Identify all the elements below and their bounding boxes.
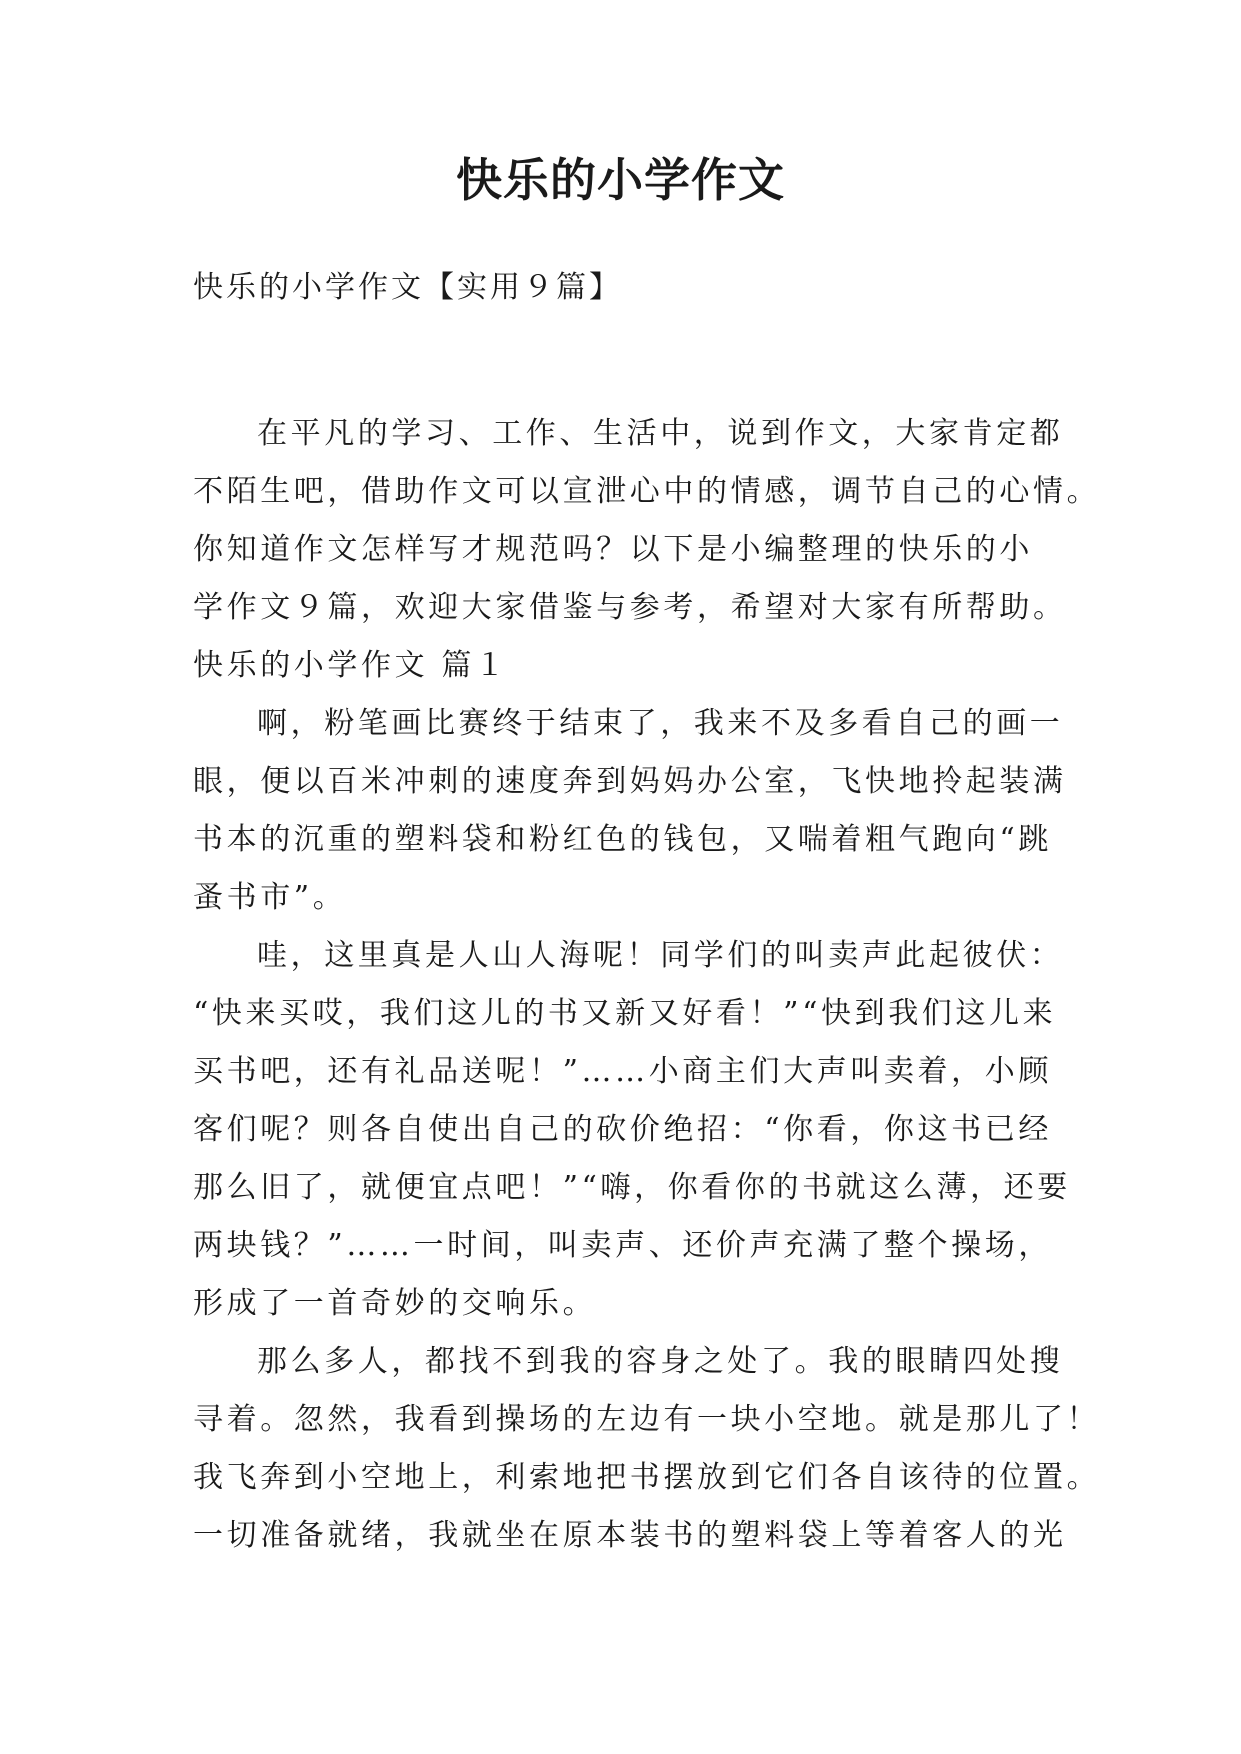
text-line: 买书吧，还有礼品送呢！”……小商主们大声叫卖着，小顾 — [193, 1054, 1052, 1089]
document-subtitle: 快乐的小学作文【实用９篇】 — [193, 270, 622, 305]
text-line: 两块钱？”……一时间，叫卖声、还价声充满了整个操场， — [193, 1228, 1052, 1263]
text-line: 你知道作文怎样写才规范吗？以下是小编整理的快乐的小 — [193, 532, 1033, 567]
text-line: 一切准备就绪，我就坐在原本装书的塑料袋上等着客人的光 — [193, 1518, 1067, 1553]
text-line: 我飞奔到小空地上，利索地把书摆放到它们各自该待的位置。 — [193, 1460, 1101, 1495]
text-line: 形成了一首奇妙的交响乐。 — [193, 1286, 597, 1321]
text-line: 书本的沉重的塑料袋和粉红色的钱包，又喘着粗气跑向“跳 — [193, 822, 1052, 857]
text-line: 啊，粉笔画比赛终于结束了，我来不及多看自己的画一 — [257, 706, 1064, 741]
text-line: “快来买哎，我们这儿的书又新又好看！”“快到我们这儿来 — [193, 996, 1057, 1031]
text-line: 在平凡的学习、工作、生活中，说到作文，大家肯定都 — [257, 416, 1064, 451]
text-line: 不陌生吧，借助作文可以宣泄心中的情感，调节自己的心情。 — [193, 474, 1101, 509]
section-heading: 快乐的小学作文 篇１ — [193, 648, 509, 683]
document-body — [193, 405, 1101, 1565]
text-line: 眼，便以百米冲刺的速度奔到妈妈办公室，飞快地拎起装满 — [193, 764, 1067, 799]
text-line: 那么旧了，就便宜点吧！”“嗨，你看你的书就这么薄，还要 — [193, 1170, 1071, 1205]
text-line: 哇，这里真是人山人海呢！同学们的叫卖声此起彼伏： — [257, 938, 1064, 973]
text-line: 学作文９篇，欢迎大家借鉴与参考，希望对大家有所帮助。 — [193, 590, 1067, 625]
text-line: 蚤书市”。 — [193, 880, 347, 915]
page-title: 快乐的小学作文 — [456, 153, 785, 207]
text-line: 客们呢？则各自使出自己的砍价绝招：“你看，你这书已经 — [193, 1112, 1052, 1147]
text-line: 那么多人，都找不到我的容身之处了。我的眼睛四处搜 — [257, 1344, 1064, 1379]
text-line: 寻着。忽然，我看到操场的左边有一块小空地。就是那儿了！ — [193, 1402, 1101, 1437]
